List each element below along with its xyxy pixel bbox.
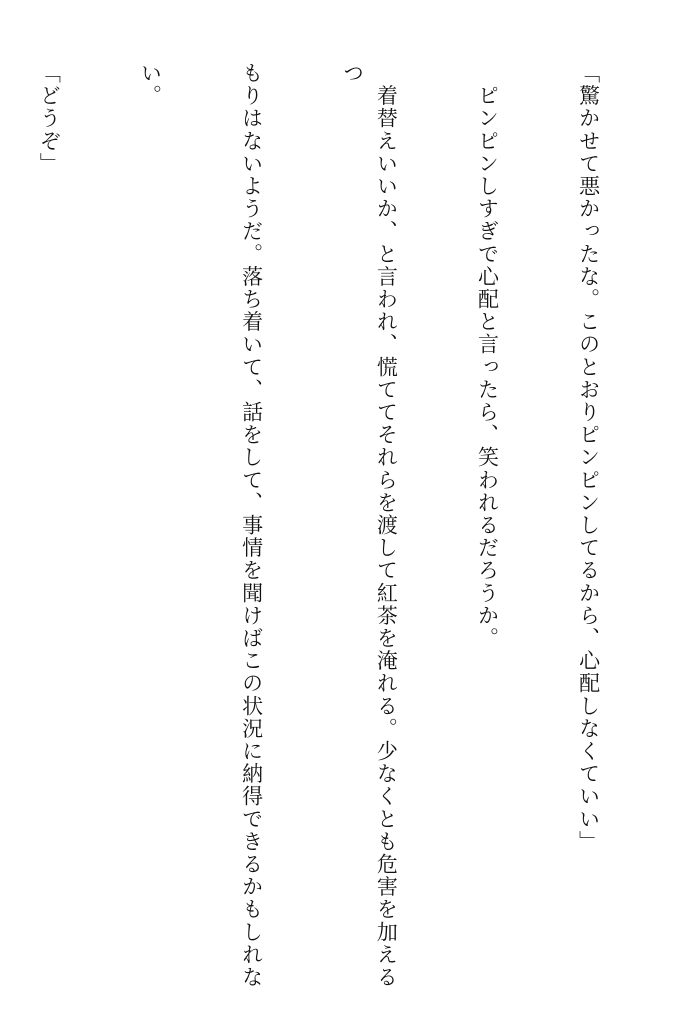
text-line: 「驚かせて悪かったな。このとおりピンピンしてるから、心配しなくていい」 <box>576 62 601 853</box>
text-line: 着替えいいか、と言われ、慌ててそれらを渡して紅茶を淹れる。少なくとも危害を加えるつ <box>340 62 399 989</box>
text-line: もりはないようだ。落ち着いて、話をして、事情を聞けばこの状況に納得できるかもしれな <box>239 62 264 989</box>
text-line: い。 <box>138 62 163 108</box>
text-line: 「どうぞ」 <box>37 62 62 175</box>
text-line: ピンピンしすぎで心配と言ったら、笑われるだろうか。 <box>475 62 500 650</box>
vertical-text-body <box>0 62 672 992</box>
